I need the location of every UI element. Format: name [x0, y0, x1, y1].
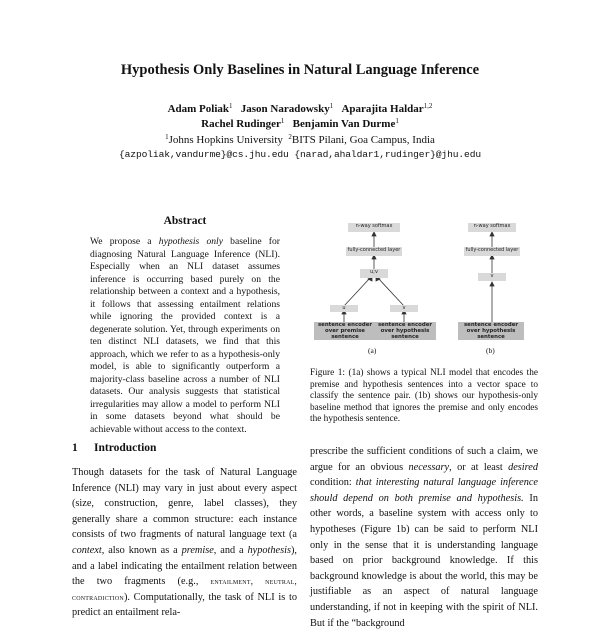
introduction-body: Though datasets for the task of Natural Language Inference (NLI) may vary in just about every aspect (size, construction, genre, label classes), they generally share a common structure: each instance consists of two fragments of natural language text (a context, also known as a premise, and a hypothesis), and a label indicating the entailment relation between the two fragments (e.g., entailment, neutral, contradiction). Computationally, the task of NLI is to predict an entailment rela- [72, 467, 298, 619]
abstract-body: We propose a hypothesis only baseline for diagnosing Natural Language Inference (NLI). Especially when an NLI dataset assumes inference is occurring based purely on the relationship between a context and a hypothesis, it follows that assessing entailment relations while ignoring the provided context is a degenerate solution. Yet, through experiments on ten distinct NLI datasets, we find that this approach, which we refer to as a hypothesis-only model, is able to significantly outperform a majority-class baseline across a number of NLI datasets. Our analysis suggests that statistical irregularities may allow a model to perform NLI in some datasets beyond what should be achievable without access to the context. [90, 236, 280, 435]
b-hypothesis-encoder-box: sentence encoder over hypothesis sentence [458, 322, 524, 340]
figure-arrows [308, 218, 540, 363]
author-affiliation-mark: 1 [395, 117, 399, 125]
a-fc-box: fully-connected layer [346, 247, 402, 256]
b-softmax-box: n-way softmax [468, 223, 516, 232]
b-v-box: v [478, 273, 506, 281]
author-name: Jason Naradowsky [240, 103, 330, 115]
a-softmax-box: n-way softmax [348, 223, 400, 232]
figure-label-a: (a) [368, 346, 377, 355]
author-line-2 [0, 118, 600, 130]
figure-label-b: (b) [486, 346, 495, 355]
a-u-box: u [330, 305, 358, 312]
author-affiliation-mark: 1 [229, 102, 233, 110]
abstract-heading: Abstract [163, 215, 207, 227]
author-line-1 [0, 103, 600, 115]
author-emails: {azpoliak,vandurme}@cs.jhu.edu {narad,ahaldar1,rudinger}@jhu.edu [118, 149, 482, 160]
figure-caption: Figure 1: (1a) shows a typical NLI model that encodes the premise and hypothesis sentences into a vector space to classify the sentence pair. (1b) shows our hypothesis-only baseline method that ignores the premise and only encodes the hypothesis sentence. [310, 368, 538, 425]
author-affiliation-mark: 1 [280, 117, 285, 125]
author-affiliation-mark: 1,2 [423, 102, 433, 110]
a-concat-box: u;v [360, 269, 388, 278]
right-column-body: prescribe the sufficient conditions of such a claim, we argue for an obvious necessary, or at least desired condition: that interesting natural language inference should depend on both premise and hypothesis. In other words, a baseline system with access only to hypotheses (Figure 1b) can be said to perform NLI only in the sense that it is understanding language based on prior background knowledge. If this background knowledge is about the world, this may be justifiable as an aspect of natural language understanding, if not in keeping with the spirit of NLI. But if the “background [310, 446, 539, 629]
affiliations: $^1$Johns Hopkins University $^2$BITS Pilani, Goa Campus, India [165, 133, 435, 146]
section-heading-introduction: 1 Introduction [72, 442, 157, 454]
paper-title: Hypothesis Only Baselines in Natural Language Inference [120, 62, 480, 78]
a-premise-encoder-box: sentence encoder over premise sentence [314, 322, 376, 340]
figure-1 [308, 218, 540, 363]
author-name: Adam Poliak [167, 103, 230, 115]
b-fc-box: fully-connected layer [464, 247, 520, 256]
a-hypothesis-encoder-box: sentence encoder over hypothesis sentence [374, 322, 436, 340]
author-name: Aparajita Haldar [341, 103, 424, 115]
author-name: Benjamin Van Durme [292, 118, 396, 130]
author-name: Rachel Rudinger [201, 118, 281, 130]
author-affiliation-mark: 1 [329, 102, 334, 110]
a-v-box: v [390, 305, 418, 312]
